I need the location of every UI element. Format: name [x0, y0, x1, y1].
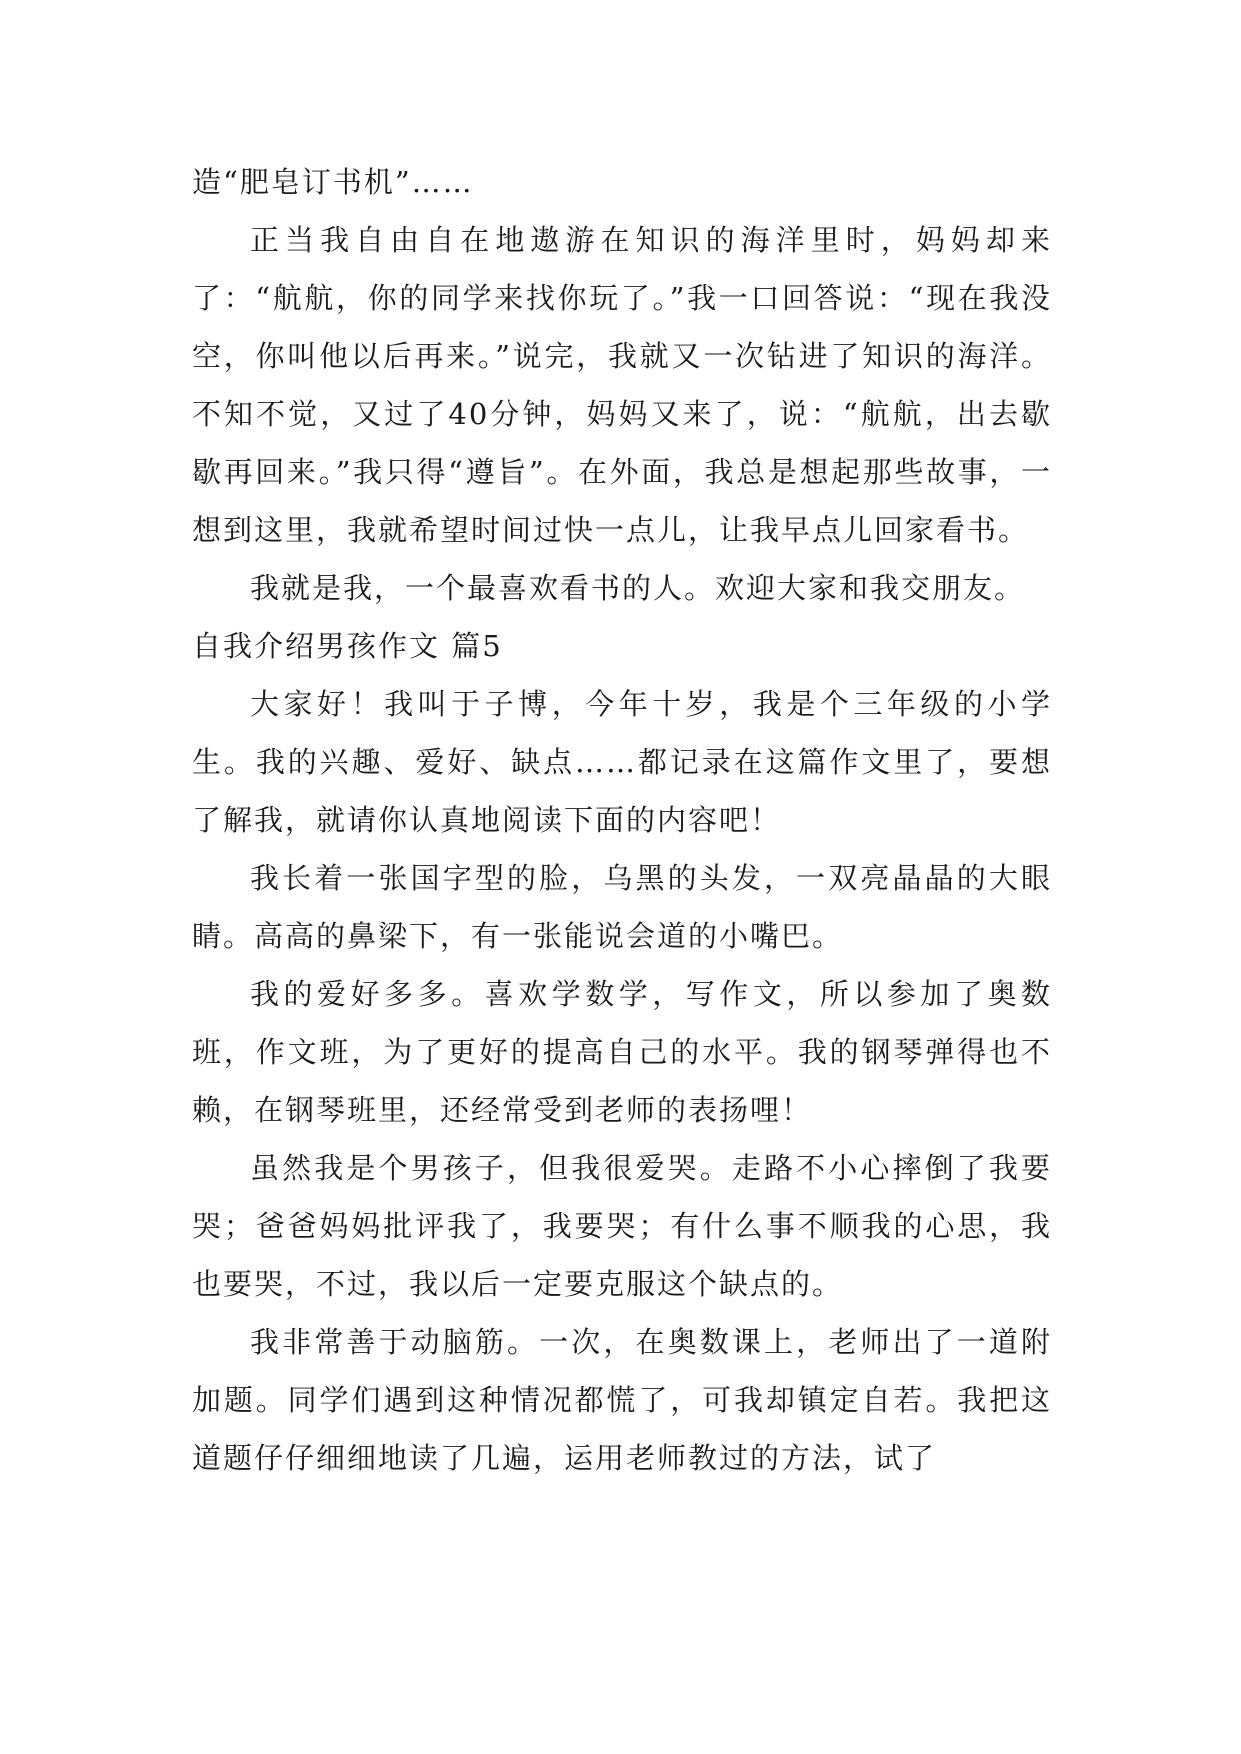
paragraph-appearance: 我长着一张国字型的脸，乌黑的头发，一双亮晶晶的大眼睛。高高的鼻梁下，有一张能说会道的小嘴巴。 [192, 861, 1052, 953]
paragraph-continued: 造“肥皂订书机”…… [192, 165, 474, 199]
paragraph-greeting: 大家好！我叫于子博，今年十岁，我是个三年级的小学生。我的兴趣、爱好、缺点……都记录在这篇作文里了，要想了解我，就请你认真地阅读下面的内容吧！ [192, 687, 1052, 837]
section-heading: 自我介绍男孩作文 篇5 [192, 629, 503, 663]
document-body [192, 153, 1052, 1487]
paragraph-hobbies: 我的爱好多多。喜欢学数学，写作文，所以参加了奥数班，作文班，为了更好的提高自己的水平。我的钢琴弹得也不赖，在钢琴班里，还经常受到老师的表扬哩！ [192, 977, 1052, 1127]
paragraph-shortcoming: 虽然我是个男孩子，但我很爱哭。走路不小心摔倒了我要哭；爸爸妈妈批评我了，我要哭；有什么事不顺我的心思，我也要哭，不过，我以后一定要克服这个缺点的。 [192, 1151, 1052, 1301]
paragraph-conclusion: 我就是我，一个最喜欢看书的人。欢迎大家和我交朋友。 [250, 571, 1026, 605]
paragraph-reading-interrupted: 正当我自由自在地遨游在知识的海洋里时，妈妈却来了：“航航，你的同学来找你玩了。”我一口回答说：“现在我没空，你叫他以后再来。”说完，我就又一次钻进了知识的海洋。不知不觉，又过了40分钟，妈妈又来了，说：“航航，出去歇歇再回来。”我只得“遵旨”。在外面，我总是想起那些故事，一想到这里，我就希望时间过快一点儿，让我早点儿回家看书。 [192, 223, 1052, 547]
paragraph-thinking: 我非常善于动脑筋。一次，在奥数课上，老师出了一道附加题。同学们遇到这种情况都慌了，可我却镇定自若。我把这道题仔仔细细地读了几遍，运用老师教过的方法，试了 [192, 1325, 1052, 1475]
